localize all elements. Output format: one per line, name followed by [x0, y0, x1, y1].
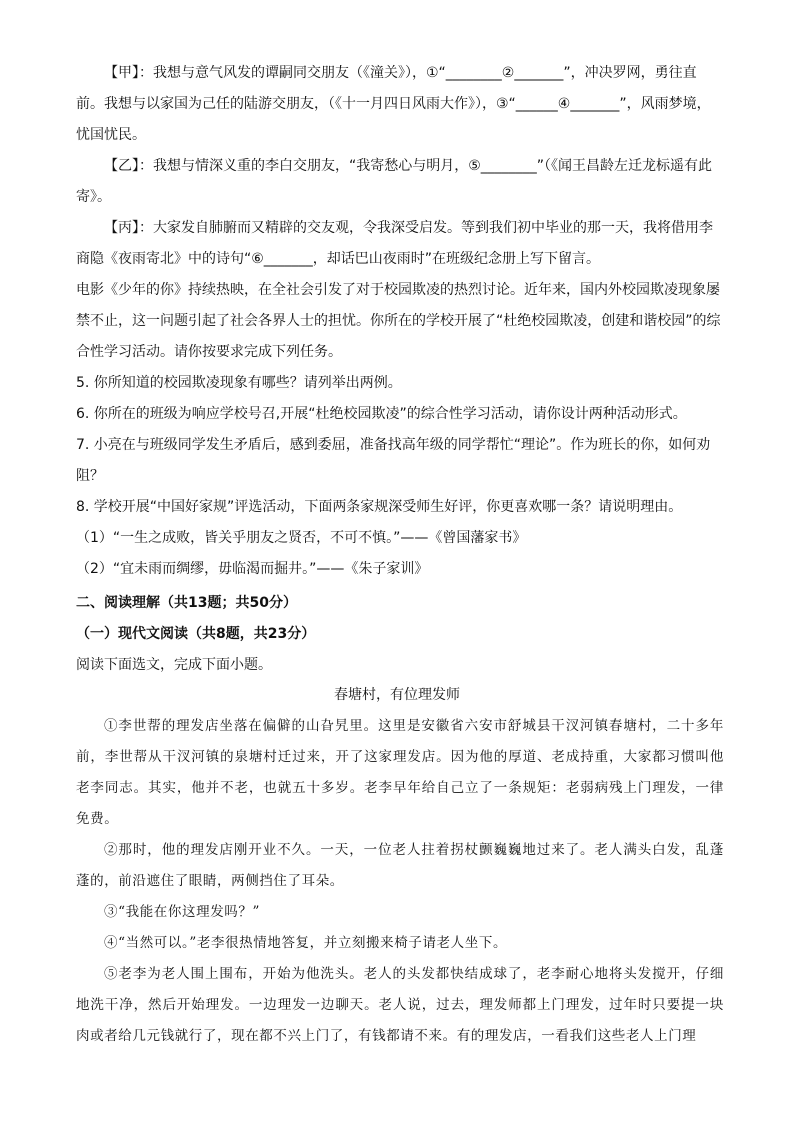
- question-8: 8. 学校开展“中国好家规”评选活动，下面两条家规深受师生好评，你更喜欢哪一条？请说明理由。: [76, 499, 683, 515]
- question-5: 5. 你所知道的校园欺凌现象有哪些？请列举出两例。: [76, 375, 402, 391]
- question-6: 6. 你所在的班级为响应学校号召,开展“杜绝校园欺凌”的综合性学习活动，请你设计两种活动形式。: [76, 406, 687, 422]
- family-rule-1: （1）“一生之成败，皆关乎朋友之贤否，不可不慎。”——《曾国藩家书》: [76, 530, 527, 546]
- reading-instruction: 阅读下面选文，完成下面小题。: [76, 657, 272, 673]
- sub-section-heading: （一）现代文阅读（共8题，共23分）: [76, 626, 316, 642]
- article-title: 春塘村，有位理发师: [334, 687, 460, 703]
- activity-intro: 电影《少年的你》持续热映，在全社会引发了对于校园欺凌的热烈讨论。近年来，国内外校园欺凌现象屡禁不止，这一问题引起了社会各界人士的担忧。你所在的学校开展了“杜绝校园欺凌，创建和谐校园”的综合性学习活动。请你按要求完成下列任务。: [76, 282, 721, 360]
- article-paragraph-3: ③“我能在你这理发吗？”: [104, 904, 261, 920]
- article-paragraph-4: ④“当然可以。”老李很热情地答复，并立刻搬来椅子请老人坐下。: [104, 935, 508, 951]
- poem-jia: 【甲】：我想与意气风发的谭嗣同交朋友（《潼关》），①“________②_______”，冲决罗网，勇往直前。我想与以家国为己任的陆游交朋友，（《十一月四日风雨大作》），③“______④_______”，风雨梦境，忧国忧民。: [76, 65, 711, 143]
- family-rule-2: （2）“宜未雨而绸缪，毋临渴而掘井。”——《朱子家训》: [76, 561, 429, 577]
- section-heading: 二、阅读理解（共13题；共50分）: [76, 595, 297, 611]
- poem-bing: 【丙】：大家发自肺腑而又精辟的交友观，令我深受启发。等到我们初中毕业的那一天，我将借用李商隐《夜雨寄北》中的诗句“⑥_______，却话巴山夜雨时”在班级纪念册上写下留言。: [76, 220, 713, 267]
- article-paragraph-5: ⑤老李为老人围上围布，开始为他洗头。老人的头发都快结成球了，老李耐心地将头发搅开，仔细地洗干净，然后开始理发。一边理发一边聊天。老人说，过去，理发师都上门理发，过年时只要提一块肉或者给几元钱就行了，现在都不兴上门了，有钱都请不来。有的理发店，一看我们这些老人上门理: [76, 966, 724, 1044]
- article-paragraph-1: ①李世帮的理发店坐落在偏僻的山旮旯里。这里是安徽省六安市舒城县干汊河镇春塘村，二十多年前，李世帮从干汊河镇的泉塘村迁过来，开了这家理发店。因为他的厚道、老成持重，大家都习惯叫他老李同志。其实，他并不老，也就五十多岁。老李早年给自己立了一条规矩：老弱病残上门理发，一律免费。: [76, 718, 724, 827]
- poem-yi: 【乙】：我想与情深义重的李白交朋友，“我寄愁心与明月，⑤________”（《闻王昌龄左迁龙标遥有此寄》。: [76, 158, 713, 205]
- article-paragraph-2: ②那时，他的理发店刚开业不久。一天，一位老人拄着拐杖颤巍巍地过来了。老人满头白发，乱蓬蓬的，前沿遮住了眼睛，两侧挡住了耳朵。: [76, 842, 724, 889]
- question-7: 7. 小亮在与班级同学发生矛盾后，感到委屈，准备找高年级的同学帮忙“理论”。作为班长的你，如何劝阻？: [76, 437, 711, 484]
